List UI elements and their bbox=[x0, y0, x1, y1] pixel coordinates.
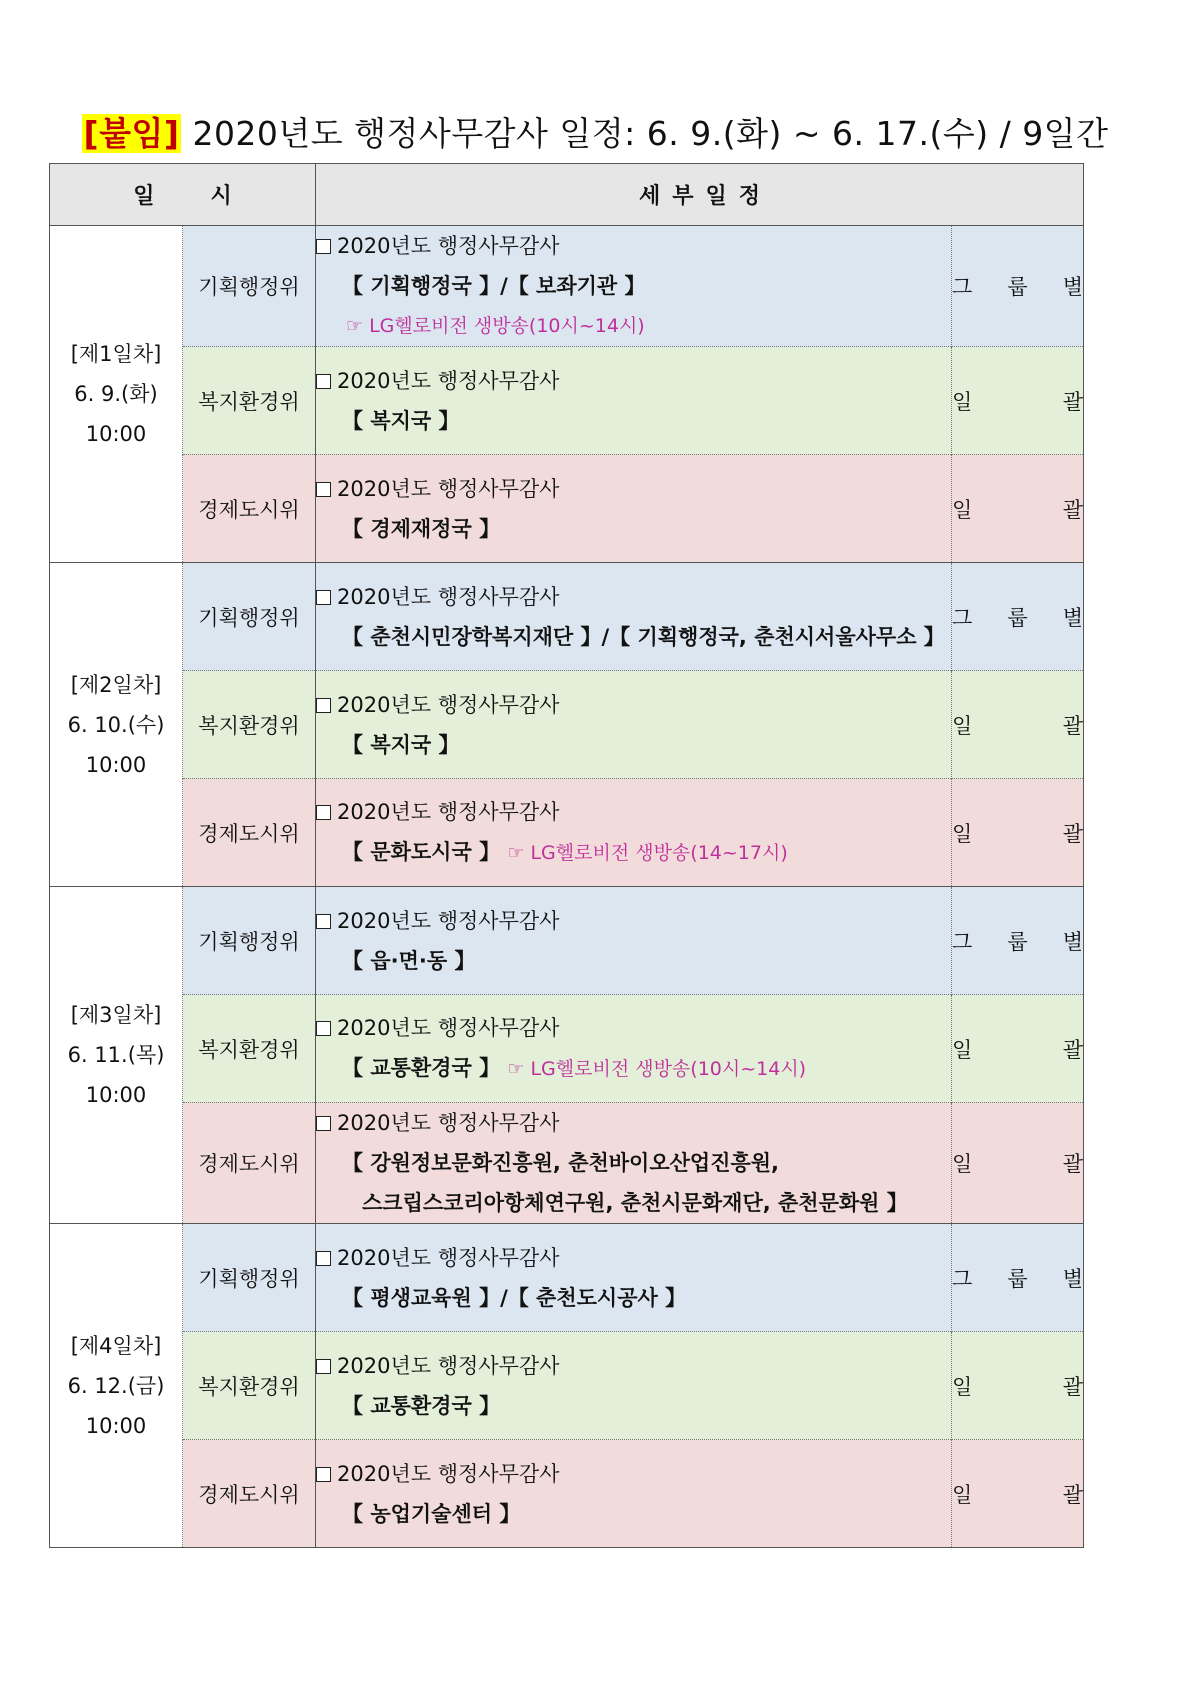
day-date: 6. 12.(금) bbox=[67, 1373, 165, 1398]
audit-mode-char: 룹 bbox=[1007, 929, 1028, 954]
checkbox-icon bbox=[316, 914, 331, 929]
committee-cell: 복지환경위 bbox=[183, 1332, 316, 1440]
committee-cell: 복지환경위 bbox=[183, 671, 316, 779]
department-line bbox=[316, 266, 951, 306]
checkbox-icon bbox=[316, 1359, 331, 1374]
audit-mode-char: 룹 bbox=[1007, 275, 1028, 299]
department-text: 【 기획행정국 】/【 보좌기관 】 bbox=[342, 274, 646, 298]
audit-mode-char: 일 bbox=[952, 389, 973, 414]
audit-mode-char: 일 bbox=[952, 1037, 973, 1062]
schedule-row bbox=[50, 779, 1084, 887]
audit-mode-cell bbox=[952, 671, 1084, 779]
checkbox-icon bbox=[316, 374, 331, 389]
department-line bbox=[316, 1278, 951, 1318]
checkbox-icon bbox=[316, 1251, 331, 1266]
detail-cell bbox=[316, 671, 952, 779]
checkbox-icon bbox=[316, 1116, 331, 1131]
audit-mode-cell bbox=[952, 1440, 1084, 1548]
day-cell bbox=[50, 1224, 183, 1548]
audit-line bbox=[316, 469, 951, 509]
department-line bbox=[316, 1048, 951, 1089]
audit-mode-char: 괄 bbox=[1062, 1482, 1084, 1507]
audit-mode-char: 일 bbox=[952, 1152, 973, 1176]
audit-mode-cell bbox=[952, 887, 1084, 995]
audit-mode-char: 룹 bbox=[1007, 605, 1028, 630]
audit-label: 2020년도 행정사무감사 bbox=[337, 800, 560, 824]
audit-mode-cell bbox=[952, 995, 1084, 1103]
schedule-row bbox=[50, 1103, 1084, 1224]
department-text: 【 교통환경국 】 bbox=[342, 1056, 501, 1080]
day-label: [제4일차] bbox=[70, 1333, 162, 1358]
audit-mode-char: 일 bbox=[952, 497, 973, 522]
detail-cell bbox=[316, 455, 952, 563]
audit-schedule-table bbox=[49, 163, 1084, 1548]
schedule-row bbox=[50, 995, 1084, 1103]
day-label: [제2일차] bbox=[70, 672, 162, 697]
audit-mode-char: 일 bbox=[952, 1374, 973, 1399]
detail-cell bbox=[316, 779, 952, 887]
audit-mode bbox=[952, 494, 1083, 524]
audit-mode-cell bbox=[952, 1332, 1084, 1440]
audit-mode-char: 괄 bbox=[1062, 389, 1084, 414]
audit-mode bbox=[952, 926, 1083, 956]
audit-mode-char: 룹 bbox=[1007, 1266, 1028, 1291]
audit-mode-cell bbox=[952, 455, 1084, 563]
schedule-row bbox=[50, 347, 1084, 455]
day-cell bbox=[50, 563, 183, 887]
day-cell bbox=[50, 226, 183, 563]
schedule-row bbox=[50, 1332, 1084, 1440]
committee-cell: 기획행정위 bbox=[183, 226, 316, 347]
day-time: 10:00 bbox=[85, 752, 147, 777]
day-time: 10:00 bbox=[85, 422, 147, 446]
header-detail-schedule: 세부일정 bbox=[316, 164, 1084, 226]
broadcast-note: ☞ LG헬로비전 생방송(10시~14시) bbox=[507, 1058, 807, 1080]
schedule-row bbox=[50, 563, 1084, 671]
committee-cell: 경제도시위 bbox=[183, 1440, 316, 1548]
department-text: 【 강원정보문화진흥원, 춘천바이오산업진흥원, bbox=[342, 1151, 780, 1175]
checkbox-icon bbox=[316, 590, 331, 605]
detail-cell bbox=[316, 1224, 952, 1332]
department-text: 【 춘천시민장학복지재단 】/【 기획행정국, 춘천시서울사무소 】 bbox=[342, 624, 945, 649]
department-text: 【 복지국 】 bbox=[342, 732, 460, 757]
audit-line bbox=[316, 577, 951, 617]
detail-cell bbox=[316, 563, 952, 671]
day-date: 6. 11.(목) bbox=[67, 1043, 165, 1067]
audit-line bbox=[316, 226, 951, 266]
audit-mode-char: 괄 bbox=[1062, 497, 1084, 522]
detail-cell bbox=[316, 1332, 952, 1440]
audit-label: 2020년도 행정사무감사 bbox=[337, 908, 560, 933]
checkbox-icon bbox=[316, 482, 331, 497]
audit-mode bbox=[952, 1263, 1083, 1293]
audit-label: 2020년도 행정사무감사 bbox=[337, 476, 560, 501]
committee-cell: 경제도시위 bbox=[183, 779, 316, 887]
department-text: 【 농업기술센터 】 bbox=[342, 1501, 521, 1526]
checkbox-icon bbox=[316, 239, 331, 254]
audit-mode-char: 그 bbox=[952, 605, 973, 630]
department-line bbox=[316, 617, 951, 657]
audit-label: 2020년도 행정사무감사 bbox=[337, 1461, 560, 1486]
audit-mode-char: 별 bbox=[1062, 275, 1084, 299]
day-date: 6. 9.(화) bbox=[74, 382, 158, 406]
detail-cell bbox=[316, 226, 952, 347]
audit-mode bbox=[952, 602, 1083, 632]
audit-mode-char: 일 bbox=[952, 713, 973, 738]
audit-label: 2020년도 행정사무감사 bbox=[337, 584, 560, 609]
audit-mode bbox=[952, 1479, 1083, 1509]
audit-mode-char: 괄 bbox=[1062, 1037, 1084, 1062]
audit-mode-cell bbox=[952, 1224, 1084, 1332]
department-line bbox=[316, 509, 951, 549]
audit-label: 2020년도 행정사무감사 bbox=[337, 368, 560, 393]
department-text: 【 복지국 】 bbox=[342, 408, 460, 433]
audit-mode bbox=[952, 1034, 1083, 1064]
audit-mode-cell bbox=[952, 779, 1084, 887]
audit-mode-char: 괄 bbox=[1062, 821, 1084, 846]
audit-mode-cell bbox=[952, 563, 1084, 671]
audit-mode-char: 그 bbox=[952, 275, 973, 299]
day-label: [제3일차] bbox=[70, 1003, 162, 1027]
committee-cell: 기획행정위 bbox=[183, 887, 316, 995]
department-line-2: 스크립스코리아항체연구원, 춘천시문화재단, 춘천문화원 】 bbox=[362, 1191, 908, 1215]
detail-cell bbox=[316, 1103, 952, 1224]
audit-mode-char: 괄 bbox=[1062, 1374, 1084, 1399]
checkbox-icon bbox=[316, 1467, 331, 1482]
audit-line bbox=[316, 685, 951, 725]
day-date: 6. 10.(수) bbox=[67, 712, 165, 737]
department-line bbox=[316, 941, 951, 981]
checkbox-icon bbox=[316, 805, 331, 820]
department-line bbox=[316, 1494, 951, 1534]
audit-mode-char: 괄 bbox=[1062, 713, 1084, 738]
audit-mode bbox=[952, 1148, 1083, 1178]
audit-mode-char: 그 bbox=[952, 1266, 973, 1291]
audit-line bbox=[316, 1103, 951, 1143]
audit-mode bbox=[952, 271, 1083, 301]
department-text: 【 평생교육원 】/【 춘천도시공사 】 bbox=[342, 1285, 687, 1310]
audit-line bbox=[316, 1238, 951, 1278]
audit-mode-char: 그 bbox=[952, 929, 973, 954]
detail-cell bbox=[316, 995, 952, 1103]
day-time: 10:00 bbox=[85, 1083, 147, 1107]
day-label: [제1일차] bbox=[70, 342, 162, 366]
audit-line bbox=[316, 1454, 951, 1494]
audit-mode bbox=[952, 818, 1083, 848]
audit-mode bbox=[952, 1371, 1083, 1401]
audit-line bbox=[316, 1008, 951, 1048]
audit-label: 2020년도 행정사무감사 bbox=[337, 1016, 560, 1040]
schedule-row bbox=[50, 1224, 1084, 1332]
checkbox-icon bbox=[316, 1021, 331, 1036]
audit-line bbox=[316, 361, 951, 401]
audit-label: 2020년도 행정사무감사 bbox=[337, 1245, 560, 1270]
department-text: 【 교통환경국 】 bbox=[342, 1393, 501, 1418]
audit-mode bbox=[952, 710, 1083, 740]
department-text: 【 문화도시국 】 bbox=[342, 840, 501, 864]
header-row bbox=[50, 164, 1084, 226]
schedule-row bbox=[50, 887, 1084, 995]
schedule-row bbox=[50, 671, 1084, 779]
audit-mode-cell bbox=[952, 1103, 1084, 1224]
committee-cell: 경제도시위 bbox=[183, 1103, 316, 1224]
schedule-row bbox=[50, 1440, 1084, 1548]
broadcast-note: ☞ LG헬로비전 생방송(10시~14시) bbox=[346, 315, 645, 337]
department-line bbox=[316, 832, 951, 873]
committee-cell: 기획행정위 bbox=[183, 563, 316, 671]
department-text: 【 경제재정국 】 bbox=[342, 516, 501, 541]
audit-label: 2020년도 행정사무감사 bbox=[337, 692, 560, 717]
audit-mode bbox=[952, 386, 1083, 416]
detail-cell bbox=[316, 887, 952, 995]
committee-cell: 경제도시위 bbox=[183, 455, 316, 563]
checkbox-icon bbox=[316, 698, 331, 713]
audit-line bbox=[316, 901, 951, 941]
audit-label: 2020년도 행정사무감사 bbox=[337, 1111, 560, 1135]
header-date-time: 일시 bbox=[50, 164, 316, 226]
audit-mode-char: 일 bbox=[952, 821, 973, 846]
department-line bbox=[316, 1386, 951, 1426]
audit-mode-cell bbox=[952, 347, 1084, 455]
department-text: 【 읍·면·동 】 bbox=[342, 948, 476, 973]
audit-mode-cell bbox=[952, 226, 1084, 347]
audit-mode-char: 별 bbox=[1062, 929, 1084, 954]
audit-mode-char: 괄 bbox=[1062, 1152, 1084, 1176]
audit-line bbox=[316, 1346, 951, 1386]
document-title bbox=[0, 108, 1190, 155]
schedule-row bbox=[50, 455, 1084, 563]
department-line bbox=[316, 1143, 951, 1183]
committee-cell: 기획행정위 bbox=[183, 1224, 316, 1332]
detail-cell bbox=[316, 347, 952, 455]
committee-cell: 복지환경위 bbox=[183, 995, 316, 1103]
audit-mode-char: 별 bbox=[1062, 1266, 1084, 1291]
audit-mode-char: 별 bbox=[1062, 605, 1084, 630]
day-time: 10:00 bbox=[85, 1413, 147, 1438]
day-cell bbox=[50, 887, 183, 1224]
audit-line bbox=[316, 792, 951, 832]
audit-label: 2020년도 행정사무감사 bbox=[337, 1353, 560, 1378]
detail-cell bbox=[316, 1440, 952, 1548]
department-line bbox=[316, 725, 951, 765]
broadcast-note: ☞ LG헬로비전 생방송(14~17시) bbox=[507, 842, 788, 864]
audit-label: 2020년도 행정사무감사 bbox=[337, 234, 560, 258]
audit-mode-char: 일 bbox=[952, 1482, 973, 1507]
department-line bbox=[316, 401, 951, 441]
schedule-row bbox=[50, 226, 1084, 347]
title-text: 2020년도 행정사무감사 일정: 6. 9.(화) ~ 6. 17.(수) / 9일간 bbox=[181, 114, 1109, 153]
attachment-tag: [붙임] bbox=[83, 114, 180, 153]
committee-cell: 복지환경위 bbox=[183, 347, 316, 455]
